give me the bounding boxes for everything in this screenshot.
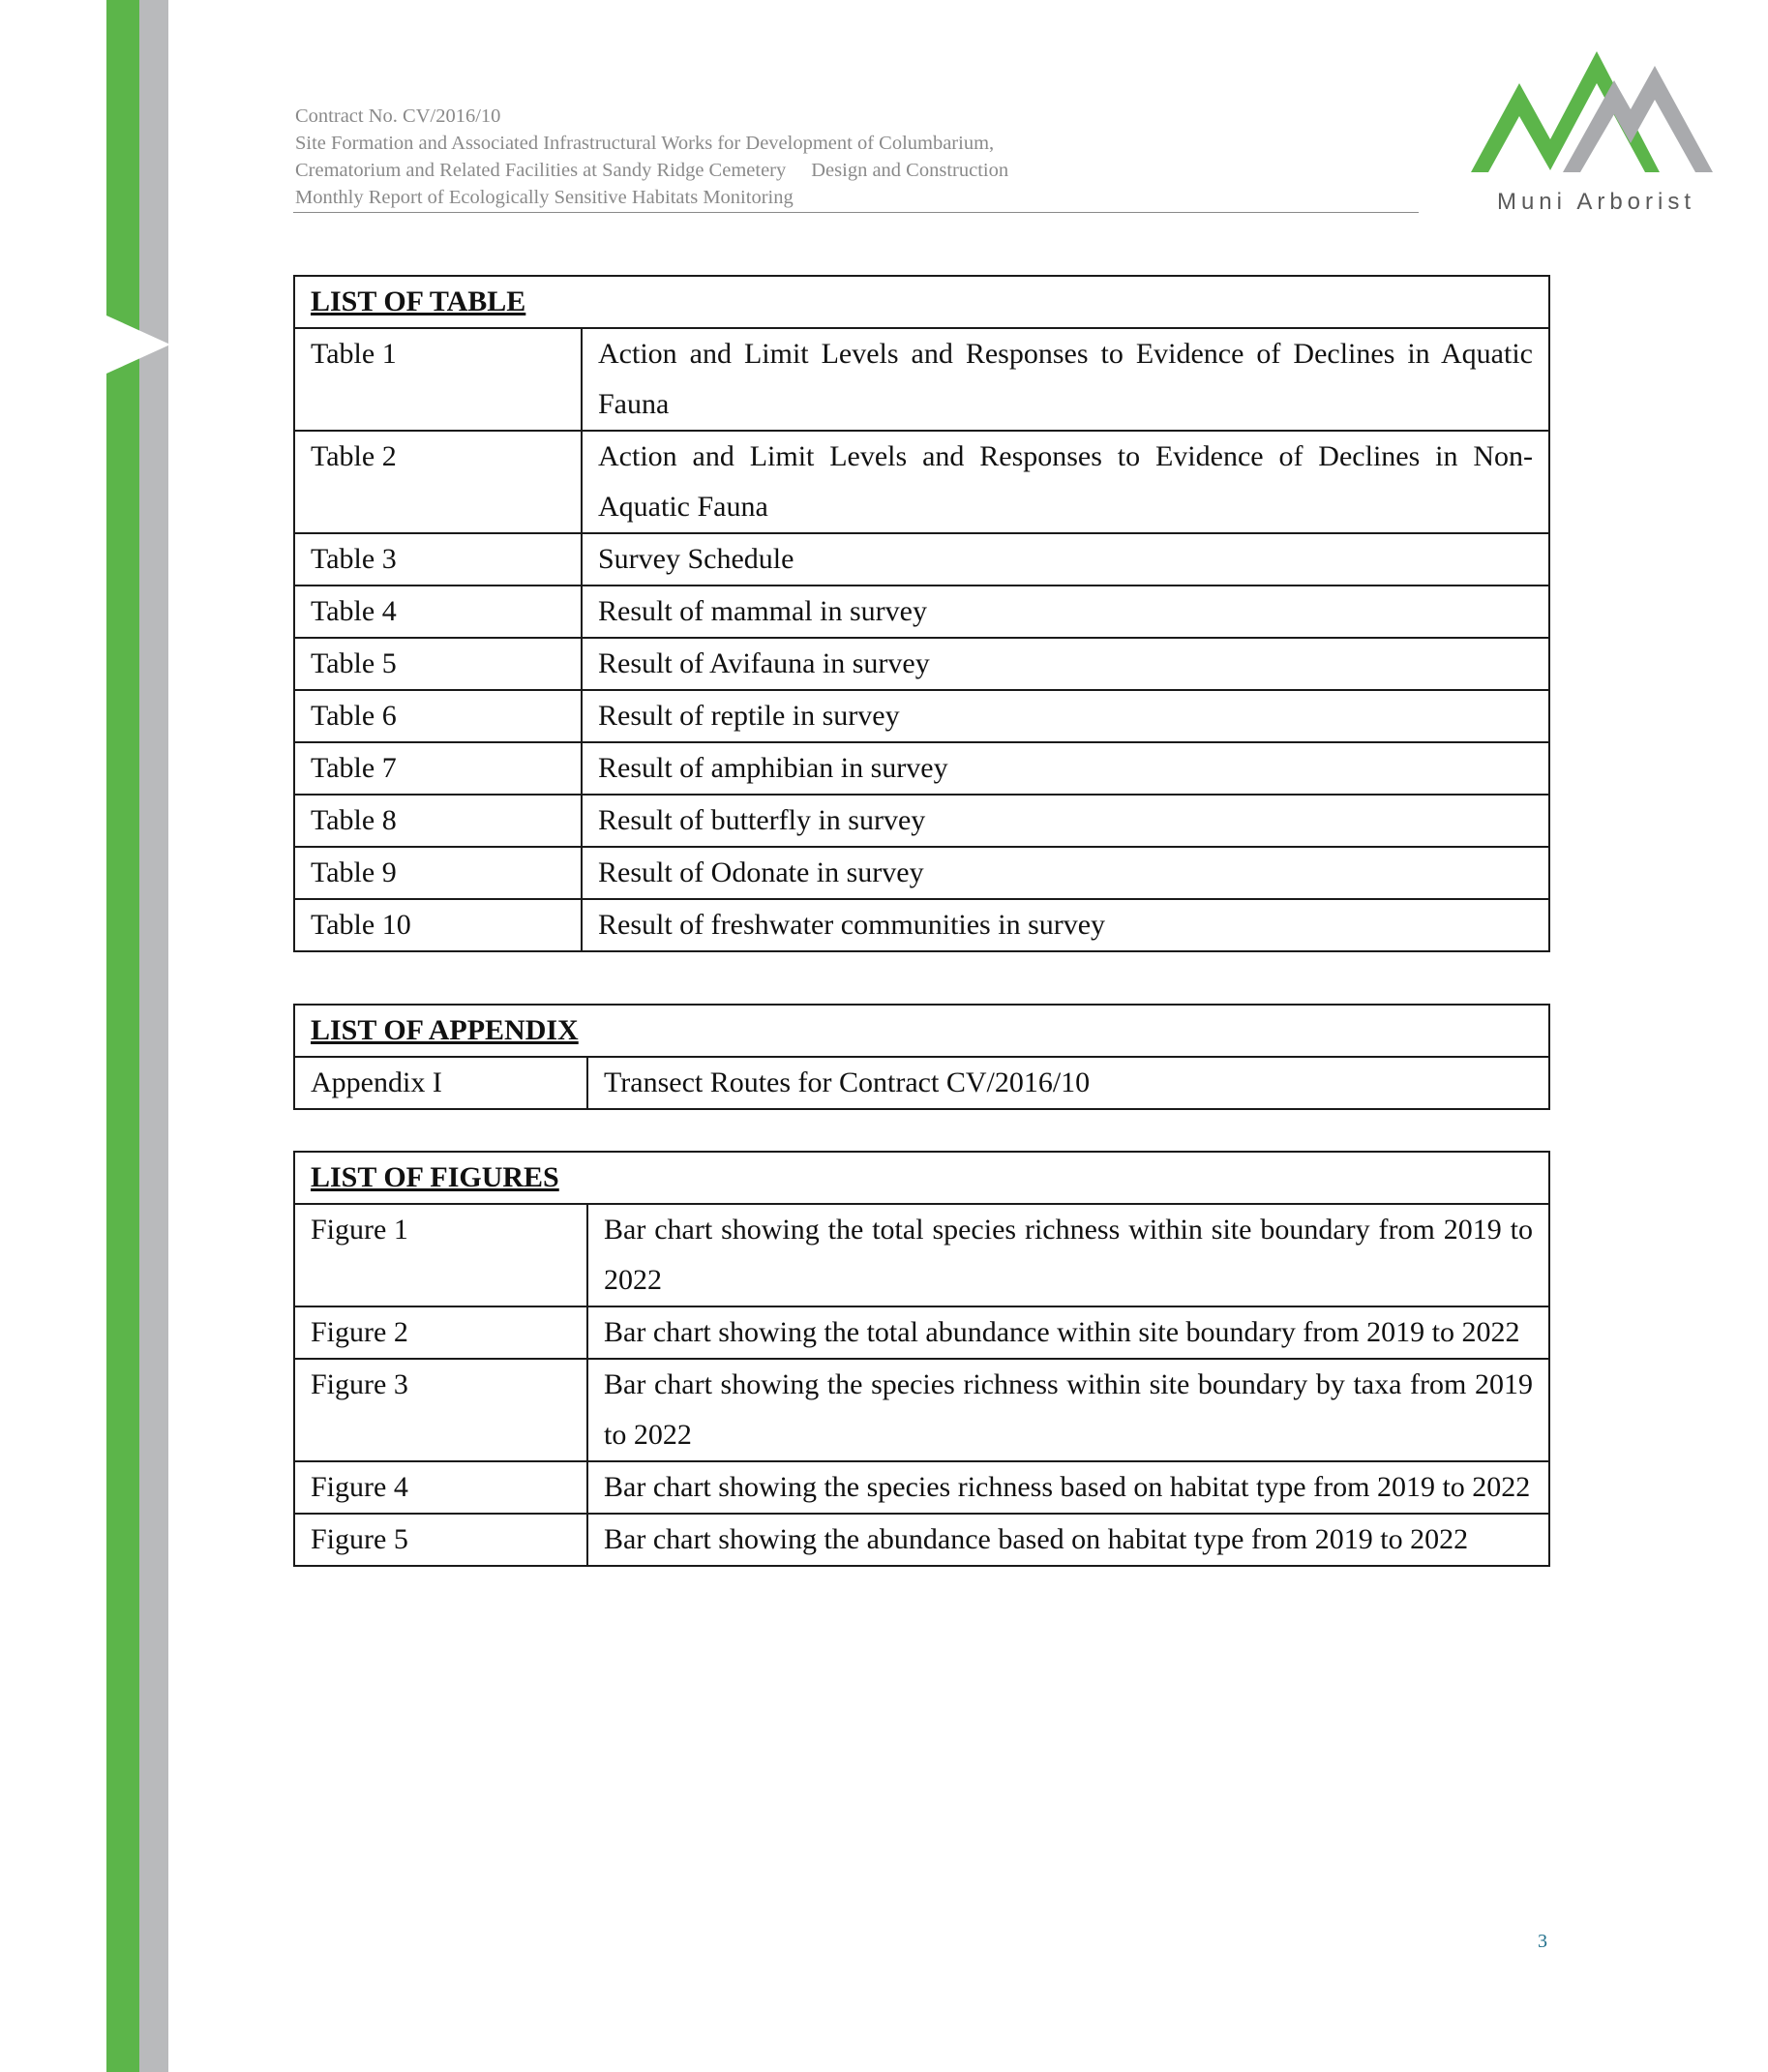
table-entry-row-description: Result of Odonate in survey — [582, 847, 1549, 899]
table-entry-row-label: Table 3 — [294, 533, 582, 586]
list-of-appendix-heading: LIST OF APPENDIX — [294, 1005, 1549, 1057]
table-entry-row-description: Action and Limit Levels and Responses to Evidence of Declines in Aquatic Fauna — [582, 328, 1549, 431]
figure-entry-row-label: Figure 4 — [294, 1461, 587, 1514]
table-entry-row — [294, 638, 1549, 690]
table-entry-row-label: Table 8 — [294, 795, 582, 847]
figure-entry-row — [294, 1359, 1549, 1461]
figure-entry-row-label: Figure 2 — [294, 1306, 587, 1359]
header-project-line2 — [295, 157, 1418, 184]
appendix-entry-row-description: Transect Routes for Contract CV/2016/10 — [587, 1057, 1549, 1109]
figure-entry-row — [294, 1306, 1549, 1359]
document-header — [295, 103, 1418, 211]
table-entry-row-label: Table 7 — [294, 742, 582, 795]
list-of-tables-heading: LIST OF TABLE — [294, 276, 1549, 328]
table-entry-row-label: Table 5 — [294, 638, 582, 690]
figure-entry-row-label: Figure 3 — [294, 1359, 587, 1461]
table-entry-row-label: Table 9 — [294, 847, 582, 899]
table-entry-row-description: Action and Limit Levels and Responses to Evidence of Declines in Non-Aquatic Fauna — [582, 431, 1549, 533]
header-project-line2-text: Crematorium and Related Facilities at Sandy Ridge Cemetery — [295, 160, 787, 181]
table-entry-row-description: Result of amphibian in survey — [582, 742, 1549, 795]
appendix-entry-row — [294, 1057, 1549, 1109]
table-entry-row — [294, 328, 1549, 431]
bar-notch-arrow — [106, 315, 170, 374]
header-design-construction: Design and Construction — [811, 160, 1009, 181]
table-entry-row — [294, 795, 1549, 847]
page-number: 3 — [1538, 1931, 1547, 1952]
table-entry-row-label: Table 10 — [294, 899, 582, 951]
figure-entry-row — [294, 1204, 1549, 1306]
left-grey-bar — [139, 0, 168, 2072]
table-entry-row-description: Result of reptile in survey — [582, 690, 1549, 742]
figure-entry-row-description: Bar chart showing the species richness based on habitat type from 2019 to 2022 — [587, 1461, 1549, 1514]
table-entry-row — [294, 899, 1549, 951]
table-entry-row-label: Table 6 — [294, 690, 582, 742]
table-entry-row-description: Result of butterfly in survey — [582, 795, 1549, 847]
header-rule — [293, 212, 1419, 213]
table-entry-row — [294, 847, 1549, 899]
figure-entry-row — [294, 1514, 1549, 1566]
list-of-figures — [293, 1151, 1550, 1567]
table-entry-row — [294, 742, 1549, 795]
table-entry-row — [294, 586, 1549, 638]
table-entry-row-label: Table 1 — [294, 328, 582, 431]
table-entry-row — [294, 431, 1549, 533]
table-entry-row-description: Result of freshwater communities in survey — [582, 899, 1549, 951]
header-report-title: Monthly Report of Ecologically Sensitive Habitats Monitoring — [295, 187, 794, 208]
appendix-entry-row-label: Appendix I — [294, 1057, 587, 1109]
figure-entry-row-description: Bar chart showing the species richness within site boundary by taxa from 2019 to 2022 — [587, 1359, 1549, 1461]
list-of-figures-heading: LIST OF FIGURES — [294, 1152, 1549, 1204]
table-entry-row-label: Table 2 — [294, 431, 582, 533]
list-of-appendix — [293, 1004, 1550, 1110]
figure-entry-row-label: Figure 1 — [294, 1204, 587, 1306]
table-entry-row-description: Result of Avifauna in survey — [582, 638, 1549, 690]
table-entry-row — [294, 690, 1549, 742]
logo-wordmark: Muni Arborist — [1496, 189, 1696, 215]
figure-entry-row-description: Bar chart showing the total abundance within site boundary from 2019 to 2022 — [587, 1306, 1549, 1359]
figure-entry-row-label: Figure 5 — [294, 1514, 587, 1566]
header-contract-no: Contract No. CV/2016/10 — [295, 105, 501, 127]
figure-entry-row-description: Bar chart showing the abundance based on habitat type from 2019 to 2022 — [587, 1514, 1549, 1566]
left-green-bar — [106, 0, 139, 2072]
table-entry-row-description: Survey Schedule — [582, 533, 1549, 586]
table-entry-row-description: Result of mammal in survey — [582, 586, 1549, 638]
table-entry-row-label: Table 4 — [294, 586, 582, 638]
figure-entry-row — [294, 1461, 1549, 1514]
header-project-line1: Site Formation and Associated Infrastructural Works for Development of Columbarium, — [295, 133, 995, 154]
table-entry-row — [294, 533, 1549, 586]
list-of-tables — [293, 275, 1550, 952]
figure-entry-row-description: Bar chart showing the total species richness within site boundary from 2019 to 2022 — [587, 1204, 1549, 1306]
